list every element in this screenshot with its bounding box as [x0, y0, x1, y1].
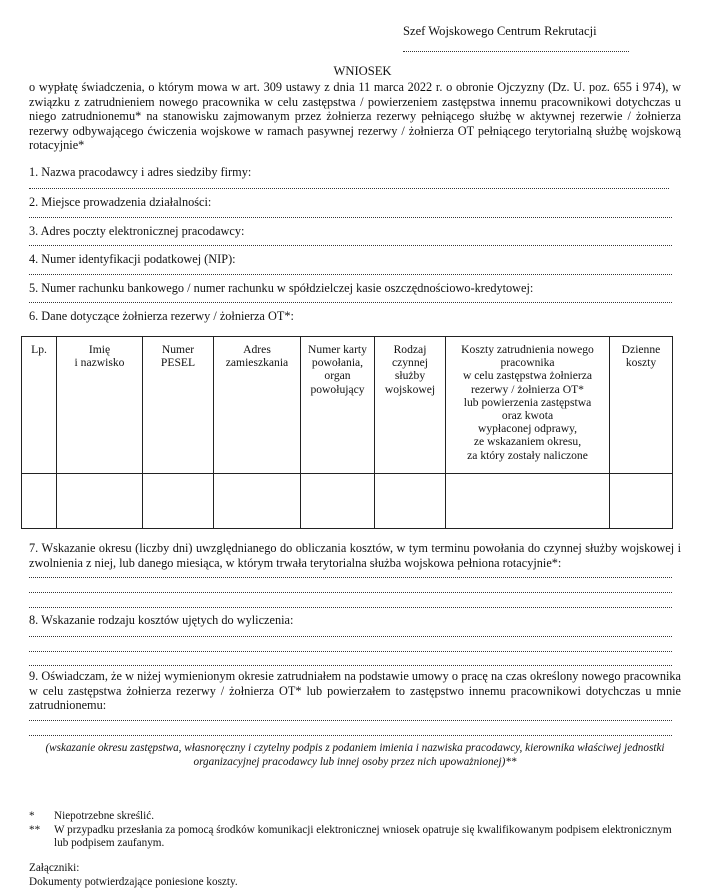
- addressee-signature-line[interactable]: [403, 45, 629, 52]
- column-header-card-number: Numer karty powołania, organ powołujący: [301, 337, 375, 474]
- field-7-input-line-3[interactable]: [29, 607, 672, 608]
- footnote-2-text: W przypadku przesłania za pomocą środków komunikacji elektronicznej wniosek opatruje się kwalifikowanym podpisem elektronicznym lub podpisem zaufanym.: [54, 824, 672, 850]
- column-header-name: Imię i nazwisko: [57, 337, 143, 474]
- field-9-label: 9. Oświadczam, że w niżej wymienionym okresie zatrudniałem na podstawie umowy o pracę na czas określony nowego pracownika w celu zastępstwa żołnierza rezerwy / żołnierza OT* lub powierzałem to zastępstwo innemu pracownikowi dotychczas u mnie zatrudnionemu:: [29, 669, 681, 713]
- table-cell-card-number[interactable]: [301, 474, 375, 529]
- field-1-label: 1. Nazwa pracodawcy i adres siedziby firmy:: [29, 165, 252, 179]
- table-cell-service-type[interactable]: [375, 474, 446, 529]
- field-7-input-line-1[interactable]: [29, 577, 672, 578]
- field-8-label: 8. Wskazanie rodzaju kosztów ujętych do wyliczenia:: [29, 613, 294, 627]
- attachments-text: Dokumenty potwierdzające poniesione koszty.: [29, 876, 238, 888]
- document-title: WNIOSEK: [333, 64, 392, 78]
- field-7-input-line-2[interactable]: [29, 592, 672, 593]
- field-3-input-line[interactable]: [29, 245, 672, 246]
- soldier-data-table: [21, 336, 673, 529]
- column-header-pesel: Numer PESEL: [143, 337, 214, 474]
- field-2-label: 2. Miejsce prowadzenia działalności:: [29, 195, 212, 209]
- field-1-input-line[interactable]: [29, 188, 669, 189]
- column-header-address: Adres zamieszkania: [214, 337, 301, 474]
- field-9-input-line-2[interactable]: [29, 735, 672, 736]
- footnote-1-text: Niepotrzebne skreślić.: [54, 810, 155, 822]
- field-4-input-line[interactable]: [29, 274, 672, 275]
- field-7-label: 7. Wskazanie okresu (liczby dni) uwzględnianego do obliczania kosztów, w tym terminu powołania do czynnej służby wojskowej i zwolnienia z niej, lub danego miesiąca, w którym trwała terytorialna służba wojskowa pełniona rotacyjnie*:: [29, 541, 681, 570]
- field-6-label: 6. Dane dotyczące żołnierza rezerwy / żołnierza OT*:: [29, 309, 294, 323]
- field-9-input-line-1[interactable]: [29, 720, 672, 721]
- table-cell-lp[interactable]: [22, 474, 57, 529]
- footnote-2-mark: **: [29, 824, 41, 836]
- field-5-input-line[interactable]: [29, 302, 672, 303]
- column-header-costs: Koszty zatrudnienia nowego pracownika w celu zastępstwa żołnierza rezerwy / żołnierza OT* lub powierzenia zastępstwa oraz kwota wypłaconej odprawy, ze wskazaniem okresu, za który zostały naliczone: [446, 337, 610, 474]
- table-cell-daily-costs[interactable]: [610, 474, 673, 529]
- column-header-service-type: Rodzaj czynnej służby wojskowej: [375, 337, 446, 474]
- field-5-label: 5. Numer rachunku bankowego / numer rachunku w spółdzielczej kasie oszczędnościowo-kredytowej:: [29, 281, 534, 295]
- table-cell-pesel[interactable]: [143, 474, 214, 529]
- table-cell-address[interactable]: [214, 474, 301, 529]
- column-header-lp: Lp.: [22, 337, 57, 474]
- attachments-label: Załączniki:: [29, 862, 80, 874]
- footnote-1-mark: *: [29, 810, 35, 822]
- signature-note: (wskazanie okresu zastępstwa, własnoręczny i czytelny podpis z podaniem imienia i nazwiska pracodawcy, kierownika właściwej jednostki organizacyjnej pracodawcy lub innej osoby przez nich upoważnionej)**: [45, 742, 665, 768]
- table-cell-name[interactable]: [57, 474, 143, 529]
- field-8-input-line-2[interactable]: [29, 651, 672, 652]
- table-row[interactable]: [22, 474, 673, 529]
- column-header-daily-costs: Dzienne koszty: [610, 337, 673, 474]
- field-4-label: 4. Numer identyfikacji podatkowej (NIP):: [29, 252, 236, 266]
- field-8-input-line-1[interactable]: [29, 636, 672, 637]
- table-cell-costs[interactable]: [446, 474, 610, 529]
- addressee: Szef Wojskowego Centrum Rekrutacji: [403, 24, 597, 38]
- document-intro: o wypłatę świadczenia, o którym mowa w art. 309 ustawy z dnia 11 marca 2022 r. o obronie Ojczyzny (Dz. U. poz. 655 i 974), w związku z zatrudnieniem nowego pracownika w celu zastępstwa / powierzeniem zastępstwa innemu pracownikowi dotychczas u niego zatrudnionemu* na stanowisku zajmowanym przez żołnierza rezerwy pełniącego służbę w aktywnej rezerwie / żołnierza rezerwy odbywającego ćwiczenia wojskowe w ramach pasywnej rezerwy / żołnierza OT pełniącego terytorialną służbę wojskową rotacyjnie*: [29, 80, 681, 153]
- field-3-label: 3. Adres poczty elektronicznej pracodawcy:: [29, 224, 245, 238]
- table-header-row: [22, 337, 673, 474]
- field-2-input-line[interactable]: [29, 217, 672, 218]
- field-8-input-line-3[interactable]: [29, 665, 672, 666]
